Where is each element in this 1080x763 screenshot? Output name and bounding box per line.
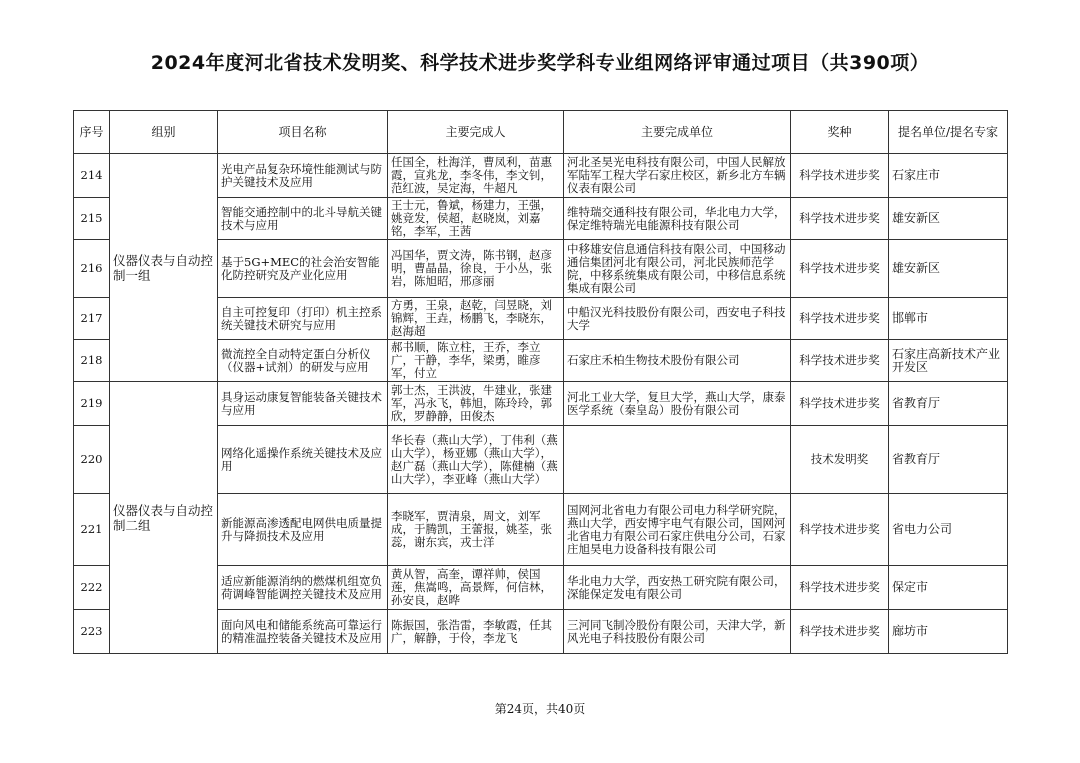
- main-units: 华北电力大学，西安热工研究院有限公司，深能保定发电有限公司: [564, 566, 791, 610]
- nominator: 石家庄市: [889, 154, 1008, 198]
- main-people: 郭士杰，王洪波，牛建业，张建军，冯永飞，韩旭，陈玲玲，郭欣，罗静静，田俊杰: [388, 382, 564, 426]
- main-people: 黄从智，高奎，谭祥帅，侯国莲，焦嵩鸣，高景辉，何信林，孙安良，赵晔: [388, 566, 564, 610]
- col-header-award: 奖种: [791, 111, 889, 154]
- award-type: 科学技术进步奖: [791, 154, 889, 198]
- row-number: 223: [74, 610, 110, 654]
- award-type: 科学技术进步奖: [791, 610, 889, 654]
- main-units: 石家庄禾柏生物技术股份有限公司: [564, 340, 791, 382]
- row-number: 217: [74, 298, 110, 340]
- award-type: 科学技术进步奖: [791, 494, 889, 566]
- page-title: 2024年度河北省技术发明奖、科学技术进步奖学科专业组网络评审通过项目（共390项）: [150, 52, 930, 74]
- award-type: 科学技术进步奖: [791, 198, 889, 240]
- main-people: 方勇，王泉，赵乾，闫昱晓，刘锦辉，王垚，杨鹏飞，李晓东，赵海超: [388, 298, 564, 340]
- project-name: 基于5G+MEC的社会治安智能化防控研究及产业化应用: [218, 240, 388, 298]
- main-units: 中移雄安信息通信科技有限公司，中国移动通信集团河北有限公司，河北民族师范学院，中移系统集成有限公司，中移信息系统集成有限公司: [564, 240, 791, 298]
- main-people: 郝书顺，陈立柱，王乔，李立广，干静，李华，梁勇，睢彦军，付立: [388, 340, 564, 382]
- nominator: 雄安新区: [889, 198, 1008, 240]
- table-header-row: [74, 111, 1008, 154]
- award-type: 科学技术进步奖: [791, 298, 889, 340]
- main-people: 任国全，杜海洋，曹凤利，苗惠霞，宣兆龙，李冬伟，李文钊，范红波，吴定海，牛超凡: [388, 154, 564, 198]
- col-header-num: 序号: [74, 111, 110, 154]
- main-people: 陈振国，张浩雷，李敏霞，任其广，解静，于伶，李龙飞: [388, 610, 564, 654]
- main-units: 国网河北省电力有限公司电力科学研究院，燕山大学，西安博宇电气有限公司，国网河北省电力有限公司石家庄供电分公司，石家庄旭昊电力设备科技有限公司: [564, 494, 791, 566]
- project-name: 网络化遥操作系统关键技术及应用: [218, 426, 388, 494]
- row-number: 214: [74, 154, 110, 198]
- group-cell: 仪器仪表与自动控制一组: [110, 154, 218, 382]
- row-number: 216: [74, 240, 110, 298]
- main-units: [564, 426, 791, 494]
- nominator: 省教育厅: [889, 426, 1008, 494]
- main-units: 河北工业大学，复旦大学，燕山大学，康泰医学系统（秦皇岛）股份有限公司: [564, 382, 791, 426]
- nominator: 邯郸市: [889, 298, 1008, 340]
- results-table: [73, 110, 1008, 654]
- award-type: 技术发明奖: [791, 426, 889, 494]
- nominator: 保定市: [889, 566, 1008, 610]
- row-number: 220: [74, 426, 110, 494]
- table-row: [74, 154, 1008, 198]
- col-header-nominator: 提名单位/提名专家: [889, 111, 1008, 154]
- col-header-name: 项目名称: [218, 111, 388, 154]
- col-header-people: 主要完成人: [388, 111, 564, 154]
- row-number: 218: [74, 340, 110, 382]
- project-name: 面向风电和储能系统高可靠运行的精准温控装备关键技术及应用: [218, 610, 388, 654]
- col-header-group: 组别: [110, 111, 218, 154]
- main-people: 华长春（燕山大学），丁伟利（燕山大学），杨亚娜（燕山大学），赵广磊（燕山大学），陈健楠（燕山大学），李亚峰（燕山大学）: [388, 426, 564, 494]
- main-units: 三河同飞制冷股份有限公司，天津大学，新风光电子科技股份有限公司: [564, 610, 791, 654]
- main-units: 中船汉光科技股份有限公司，西安电子科技大学: [564, 298, 791, 340]
- main-people: 李晓军，贾清泉，周文，刘军成，于腾凯，王蕾报，姚荃，张蕊，谢东宾，戎士洋: [388, 494, 564, 566]
- project-name: 智能交通控制中的北斗导航关键技术与应用: [218, 198, 388, 240]
- project-name: 自主可控复印（打印）机主控系统关键技术研究与应用: [218, 298, 388, 340]
- group-cell: 仪器仪表与自动控制二组: [110, 382, 218, 654]
- project-name: 具身运动康复智能装备关键技术与应用: [218, 382, 388, 426]
- row-number: 221: [74, 494, 110, 566]
- table-row: [74, 382, 1008, 426]
- main-units: 河北圣昊光电科技有限公司，中国人民解放军陆军工程大学石家庄校区，新乡北方车辆仪表有限公司: [564, 154, 791, 198]
- award-type: 科学技术进步奖: [791, 382, 889, 426]
- project-name: 光电产品复杂环境性能测试与防护关键技术及应用: [218, 154, 388, 198]
- row-number: 215: [74, 198, 110, 240]
- nominator: 廊坊市: [889, 610, 1008, 654]
- main-people: 冯国华，贾文涛，陈书钢，赵彦明，曹晶晶，徐良，于小丛，张岩，陈旭昭，邢彦丽: [388, 240, 564, 298]
- main-units: 维特瑞交通科技有限公司，华北电力大学，保定维特瑞光电能源科技有限公司: [564, 198, 791, 240]
- award-type: 科学技术进步奖: [791, 240, 889, 298]
- nominator: 石家庄高新技术产业开发区: [889, 340, 1008, 382]
- project-name: 新能源高渗透配电网供电质量提升与降损技术及应用: [218, 494, 388, 566]
- page-footer: 第24页，共40页: [494, 702, 586, 716]
- nominator: 雄安新区: [889, 240, 1008, 298]
- main-people: 王士元，鲁斌，杨建力，王强，姚竞发，侯超，赵晓岚，刘嘉铭，李军，王茜: [388, 198, 564, 240]
- project-name: 适应新能源消纳的燃煤机组宽负荷调峰智能调控关键技术及应用: [218, 566, 388, 610]
- nominator: 省教育厅: [889, 382, 1008, 426]
- row-number: 219: [74, 382, 110, 426]
- project-name: 微流控全自动特定蛋白分析仪（仪器+试剂）的研发与应用: [218, 340, 388, 382]
- row-number: 222: [74, 566, 110, 610]
- award-type: 科学技术进步奖: [791, 566, 889, 610]
- nominator: 省电力公司: [889, 494, 1008, 566]
- col-header-units: 主要完成单位: [564, 111, 791, 154]
- award-type: 科学技术进步奖: [791, 340, 889, 382]
